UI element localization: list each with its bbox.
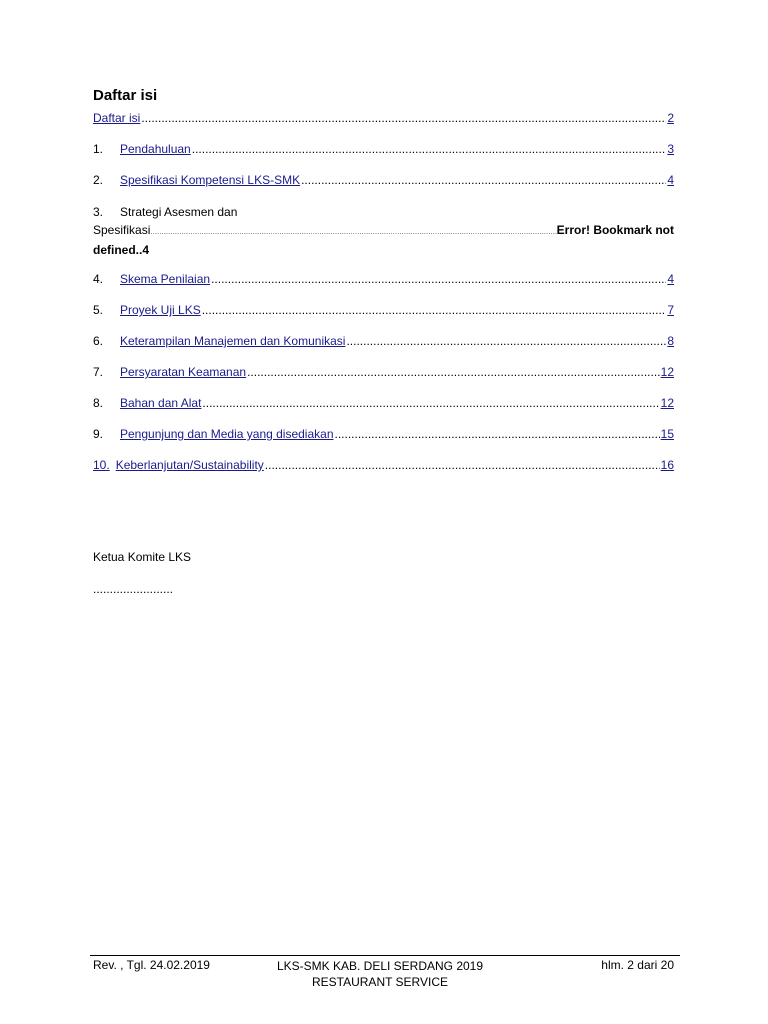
footer-category: RESTAURANT SERVICE	[311, 975, 449, 989]
toc-page-number[interactable]: 7	[667, 303, 674, 317]
toc-page-number[interactable]: 12	[660, 396, 674, 410]
toc-leader-dots	[192, 142, 667, 157]
toc-leader-dots	[301, 173, 666, 188]
toc-broken-line2	[93, 221, 674, 241]
toc-leader-dots	[247, 365, 660, 380]
toc-leader-dots	[150, 223, 556, 241]
toc-row-proyek-uji[interactable]	[93, 303, 674, 318]
toc-page-number[interactable]: 4	[667, 272, 674, 286]
toc-page-number[interactable]: 12	[660, 365, 674, 379]
toc-broken-label-cont: Spesifikasi	[93, 223, 151, 237]
toc-page-number[interactable]: 3	[667, 142, 674, 156]
toc-row-strategi-asesmen	[93, 203, 674, 259]
toc-leader-dots	[346, 334, 666, 349]
toc-row-skema-penilaian[interactable]	[93, 272, 674, 287]
toc-leader-dots	[202, 396, 659, 411]
footer-center	[255, 958, 505, 990]
toc-link-proyek-uji[interactable]: Proyek Uji LKS	[120, 303, 201, 317]
toc-page-number[interactable]: 2	[667, 111, 674, 125]
signature-label: Ketua Komite LKS	[93, 550, 192, 564]
toc-link-daftar-isi[interactable]: Daftar isi	[93, 111, 141, 125]
toc-link-skema-penilaian[interactable]: Skema Penilaian	[120, 272, 211, 286]
toc-link-pengunjung-dan-media[interactable]: Pengunjung dan Media yang disediakan	[120, 427, 334, 441]
footer-event-name: LKS-SMK KAB. DELI SERDANG 2019	[276, 959, 484, 973]
bookmark-error-text-cont: defined..4	[93, 243, 150, 257]
toc-leader-dots	[211, 272, 666, 287]
toc-number-link[interactable]: 10.	[93, 458, 110, 472]
toc-row-pendahuluan[interactable]	[93, 142, 674, 157]
toc-page-number[interactable]: 15	[660, 427, 674, 441]
toc-leader-dots	[202, 303, 667, 318]
toc-leader-dots	[265, 458, 660, 473]
toc-number: 2.	[93, 173, 104, 187]
toc-row-pengunjung-dan-media[interactable]	[93, 427, 674, 442]
signature-line: ........................	[93, 582, 174, 596]
footer-divider	[90, 955, 680, 956]
toc-row-keterampilan-manajemen[interactable]	[93, 334, 674, 349]
toc-page-number[interactable]: 4	[667, 173, 674, 187]
toc-number: 1.	[93, 142, 104, 156]
toc-page-number[interactable]: 16	[660, 458, 674, 472]
toc-broken-label: Strategi Asesmen dan	[120, 205, 238, 219]
toc-link-spesifikasi-kompetensi[interactable]: Spesifikasi Kompetensi LKS-SMK	[120, 173, 301, 187]
toc-number: 5.	[93, 303, 104, 317]
toc-number: 7.	[93, 365, 104, 379]
toc-page-number[interactable]: 8	[667, 334, 674, 348]
toc-number: 8.	[93, 396, 104, 410]
toc-link-keterampilan-manajemen[interactable]: Keterampilan Manajemen dan Komunikasi	[120, 334, 346, 348]
toc-row-daftar-isi[interactable]	[93, 111, 674, 126]
toc-row-spesifikasi-kompetensi[interactable]	[93, 173, 674, 188]
toc-number: 4.	[93, 272, 104, 286]
toc-number: 6.	[93, 334, 104, 348]
toc-leader-dots	[141, 111, 666, 126]
toc-row-bahan-dan-alat[interactable]	[93, 396, 674, 411]
toc-row-keberlanjutan[interactable]	[93, 458, 674, 473]
toc-link-bahan-dan-alat[interactable]: Bahan dan Alat	[120, 396, 202, 410]
toc-link-pendahuluan[interactable]: Pendahuluan	[120, 142, 191, 156]
toc-row-persyaratan-keamanan[interactable]	[93, 365, 674, 380]
toc-leader-dots	[335, 427, 660, 442]
toc-broken-line1	[93, 203, 674, 221]
footer-page-number: hlm. 2 dari 20	[601, 958, 674, 972]
toc-link-keberlanjutan[interactable]: Keberlanjutan/Sustainability	[115, 458, 264, 472]
footer-revision: Rev. , Tgl. 24.02.2019	[93, 958, 210, 972]
bookmark-error-text: Error! Bookmark not	[556, 223, 674, 237]
toc-number: 9.	[93, 427, 104, 441]
toc-link-persyaratan-keamanan[interactable]: Persyaratan Keamanan	[120, 365, 247, 379]
toc-number: 3.	[93, 205, 104, 219]
toc-title: Daftar isi	[93, 87, 158, 104]
